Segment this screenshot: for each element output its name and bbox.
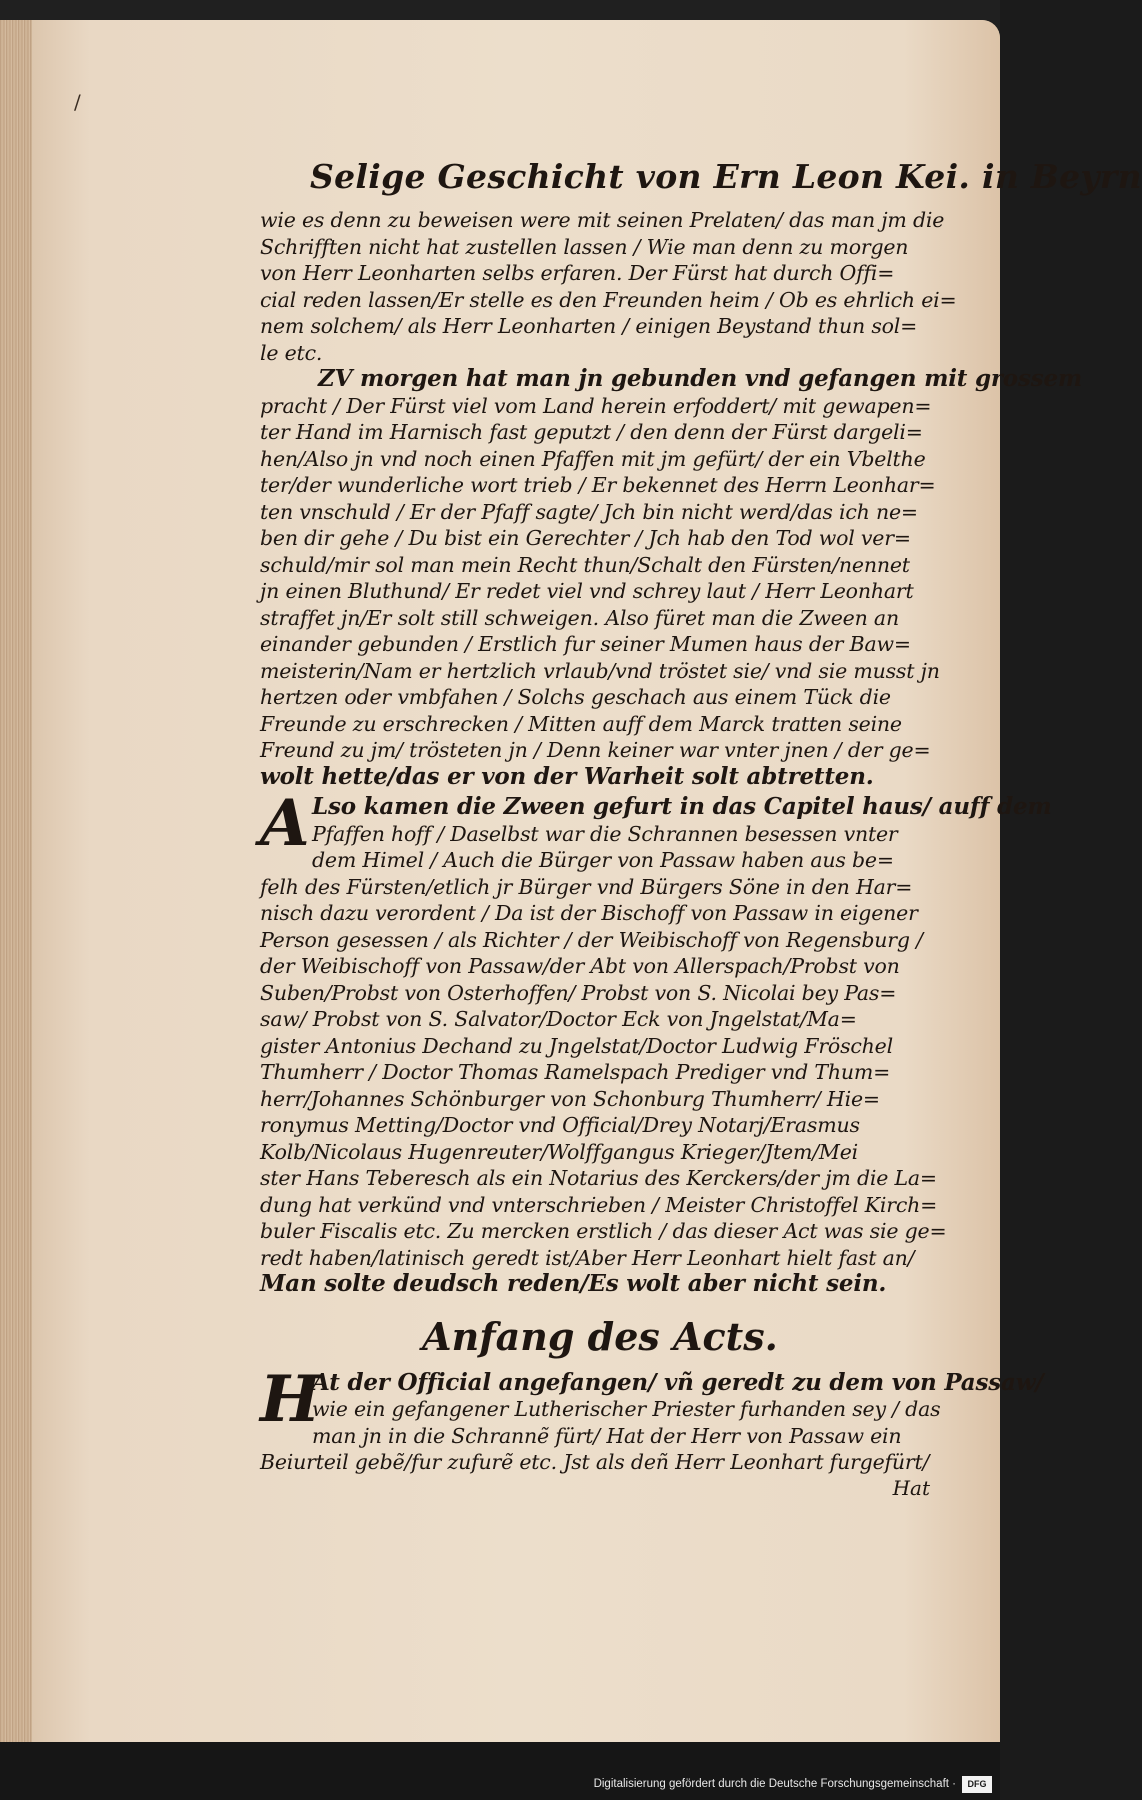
text-line: dung hat verkünd vnd vnterschrieben / Meister Christoffel Kirch= — [260, 1192, 938, 1217]
text-line: ter/der wunderliche wort trieb / Er bekennet des Herrn Leonhar= — [260, 473, 936, 497]
digitization-credit: Digitalisierung gefördert durch die Deutsche Forschungsgemeinschaft · — [593, 1778, 956, 1790]
text-line: ben dir gehe / Du bist ein Gerechter / Jch hab den Tod wol ver= — [260, 526, 911, 550]
text-block — [260, 155, 1142, 1500]
text-line: meisterin/Nam er hertzlich vrlaub/vnd tröstet sie/ vnd sie musst jn — [260, 658, 940, 683]
text-line: wie es denn zu beweisen were mit seinen Prelaten/ das man jm die — [260, 208, 945, 232]
text-line: hen/Also jn vnd noch einen Pfaffen mit jm gefürt/ der ein Vbelthe — [260, 446, 926, 471]
text-line: Freund zu jm/ trösteten jn / Denn keiner war vnter jnen / der ge= — [260, 738, 931, 762]
catchword: Hat — [892, 1475, 930, 1500]
text-line: einander gebunden / Erstlich fur seiner Mumen haus der Baw= — [260, 632, 911, 656]
paragraph-closing-line: Man solte deudsch reden/Es wolt aber nicht sein. — [260, 1270, 887, 1297]
paragraph-3 — [260, 786, 1052, 1298]
text-line: man jn in die Schrannẽ fürt/ Hat der Herr von Passaw ein — [312, 1423, 902, 1448]
text-line: Person gesessen / als Richter / der Weibischoff von Regensburg / — [260, 927, 923, 952]
text-line: felh des Fürsten/etlich jr Bürger vnd Bürgers Söne in den Har= — [260, 874, 913, 899]
text-line: dem Himel / Auch die Bürger von Passaw haben aus be= — [312, 848, 894, 872]
text-line: jn einen Bluthund/ Er redet viel vnd schrey laut / Herr Leonhart — [260, 579, 914, 603]
text-line: der Weibischoff von Passaw/der Abt von Allerspach/Probst von — [260, 954, 900, 978]
text-line: Beiurteil gebẽ/fur zufurẽ etc. Jst als deñ Herr Leonhart furgefürt/ — [260, 1450, 930, 1474]
text-line: Freunde zu erschrecken / Mitten auff dem Marck tratten seine — [260, 711, 902, 736]
text-line: hertzen oder vmbfahen / Solchs geschach aus einem Tück die — [260, 685, 891, 709]
text-line: schuld/mir sol man mein Recht thun/Schalt den Fürsten/nennet — [260, 552, 910, 577]
text-line: wie ein gefangener Lutherischer Priester furhanden sey / das — [312, 1397, 941, 1421]
paragraph-opening-line: Lso kamen die Zween gefurt in das Capitel haus/ auff dem — [312, 793, 1052, 820]
running-head: Selige Geschicht von Ern Leon Kei. in Beyrn — [310, 157, 1142, 196]
text-line: pracht / Der Fürst viel vom Land herein erfoddert/ mit gewapen= — [260, 393, 932, 418]
section-title: Anfang des Acts. — [422, 1313, 778, 1359]
text-line: straffet jn/Er solt still schweigen. Also füret man die Zween an — [260, 605, 899, 630]
text-line: buler Fiscalis etc. Zu mercken erstlich / das dieser Act was sie ge= — [260, 1219, 947, 1243]
text-line: ster Hans Teberesch als ein Notarius des Kerckers/der jm die La= — [260, 1166, 937, 1190]
text-line: le etc. — [260, 340, 323, 365]
text-line: gister Antonius Dechand zu Jngelstat/Doctor Ludwig Fröschel — [260, 1033, 893, 1058]
text-line: Schrifften nicht hat zustellen lassen / Wie man denn zu morgen — [260, 234, 909, 259]
text-line: nem solchem/ als Herr Leonharten / einigen Beystand thun sol= — [260, 314, 918, 338]
text-line: ten vnschuld / Er der Pfaff sagte/ Jch bin nicht werd/das ich ne= — [260, 499, 918, 524]
paragraph-closing-line: wolt hette/das er von der Warheit solt abtretten. — [260, 762, 874, 790]
text-line: nisch dazu verordent / Da ist der Bischoff von Passaw in eigener — [260, 901, 918, 925]
text-line: Kolb/Nicolaus Hugenreuter/Wolffgangus Krieger/Jtem/Mei — [260, 1139, 859, 1164]
paragraph-1 — [260, 207, 957, 366]
paragraph-2 — [260, 365, 1083, 790]
text-line: ronymus Metting/Doctor vnd Official/Drey Notarj/Erasmus — [260, 1113, 860, 1137]
paragraph-opening-line: ZV morgen hat man jn gebunden vnd gefangen mit grossem — [318, 365, 1083, 392]
text-line: ter Hand im Harnisch fast geputzt / den denn der Fürst dargeli= — [260, 420, 923, 444]
text-line: redt haben/latinisch geredt ist/Aber Herr Leonhart hielt fast an/ — [260, 1245, 915, 1270]
text-line: Pfaffen hoff / Daselbst war die Schrannen besessen vnter — [312, 821, 898, 846]
dfg-logo: DFG — [962, 1776, 992, 1793]
text-line: saw/ Probst von S. Salvator/Doctor Eck von Jngelstat/Ma= — [260, 1007, 857, 1031]
text-line: Thumherr / Doctor Thomas Ramelspach Prediger vnd Thum= — [260, 1060, 891, 1084]
paragraph-opening-line: At der Official angefangen/ vñ geredt zu dem von Passaw/ — [312, 1368, 1044, 1396]
text-line: Suben/Probst von Osterhoffen/ Probst von S. Nicolai bey Pas= — [260, 980, 897, 1005]
initial-letter: H — [260, 1361, 321, 1437]
initial-letter: A — [260, 786, 310, 861]
text-line: herr/Johannes Schönburger von Schonburg Thumherr/ Hie= — [260, 1086, 880, 1111]
corner-mark: / — [74, 90, 81, 114]
text-line: cial reden lassen/Er stelle es den Freunden heim / Ob es ehrlich ei= — [260, 287, 957, 312]
scan-bottom-band — [0, 1742, 1000, 1800]
text-line: von Herr Leonharten selbs erfaren. Der Fürst hat durch Offi= — [260, 261, 895, 285]
book-scan — [0, 20, 1142, 1742]
paragraph-4 — [260, 1361, 1044, 1476]
